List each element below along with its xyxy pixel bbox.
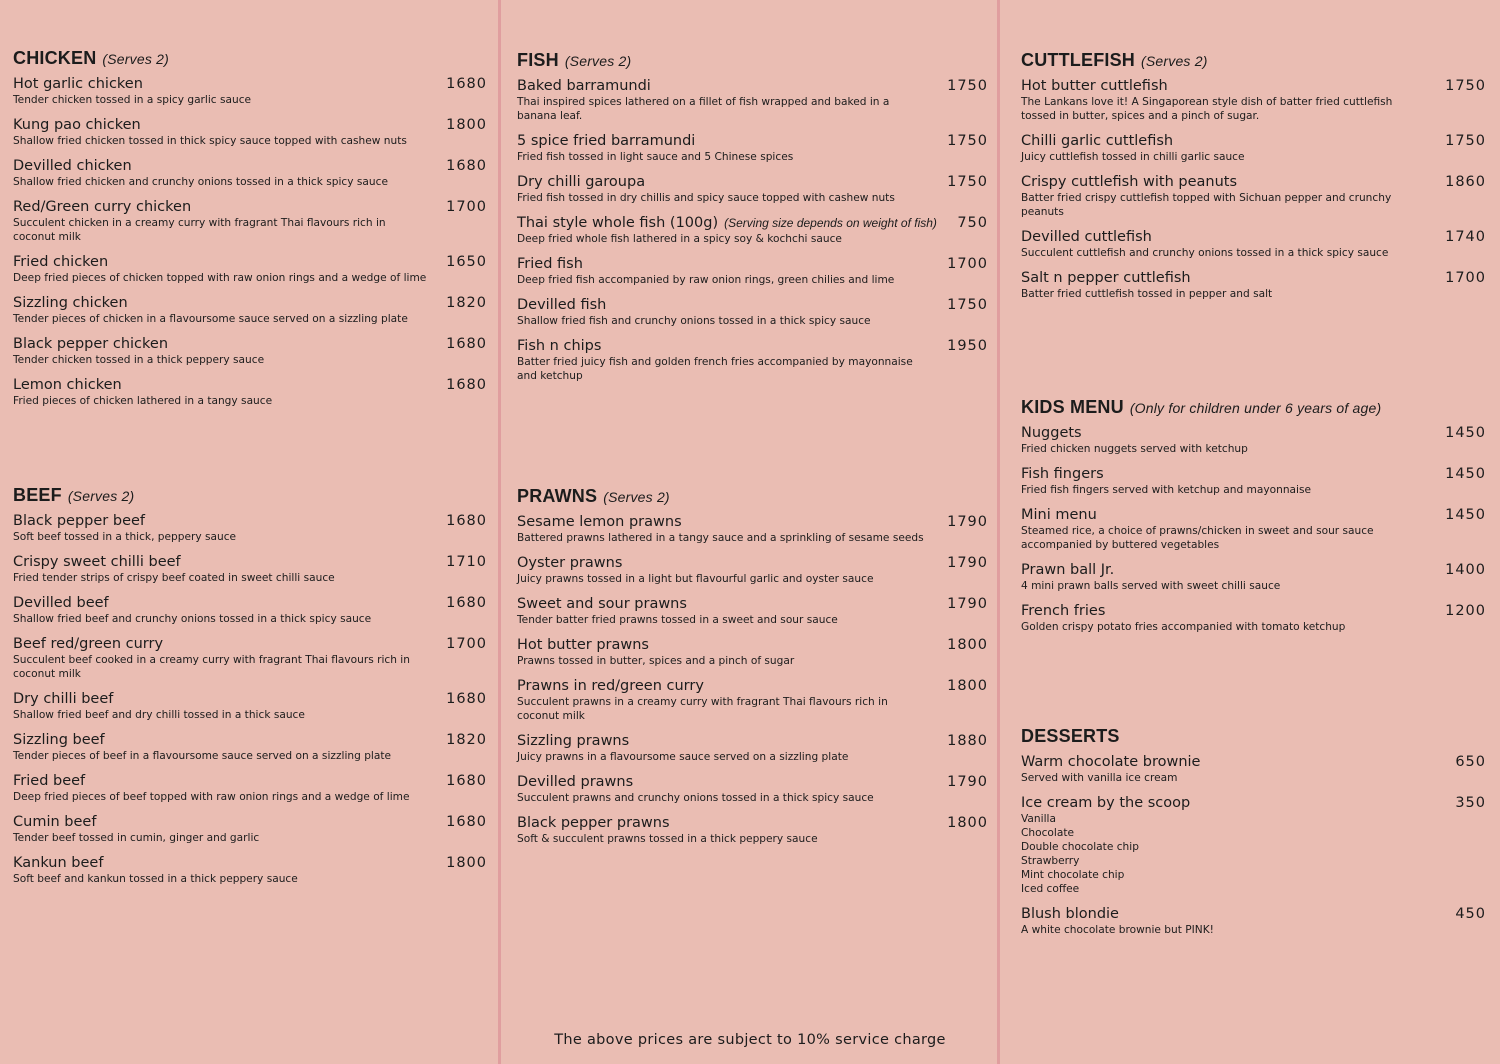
menu-item-name: Devilled chicken (13, 158, 132, 174)
menu-item-name-row (517, 595, 932, 613)
menu-item-name: Chilli garlic cuttlefish (1021, 133, 1174, 149)
menu-item-name: Fried fish (517, 256, 583, 272)
menu-item-price: 1700 (1445, 270, 1486, 286)
menu-item-price: 1680 (446, 76, 487, 92)
menu-item (13, 198, 487, 244)
menu-item-name-row (517, 732, 932, 750)
menu-item-name-row (1021, 561, 1430, 579)
menu-item-name: Hot butter prawns (517, 637, 649, 653)
menu-item-price: 1860 (1445, 174, 1486, 190)
menu-item-description: Fried fish tossed in dry chillis and spicy sauce topped with cashew nuts (517, 192, 895, 204)
menu-item-name: Fried beef (13, 773, 86, 789)
menu-item (1021, 602, 1486, 634)
menu-item-price: 450 (1455, 906, 1486, 922)
menu-item-description: Tender beef tossed in cumin, ginger and garlic (13, 832, 260, 844)
menu-item-description: Steamed rice, a choice of prawns/chicken in sweet and sour sauce accompanied by buttered vegetables (1021, 525, 1374, 551)
menu-item-description: Batter fried crispy cuttlefish topped with Sichuan pepper and crunchy peanuts (1021, 192, 1392, 218)
menu-item-price: 1750 (947, 78, 988, 94)
menu-item-price: 1650 (446, 254, 487, 270)
menu-item (13, 335, 487, 367)
menu-item-name: Prawns in red/green curry (517, 678, 704, 694)
menu-item-description: Tender chicken tossed in a thick peppery sauce (13, 354, 265, 366)
menu-item (13, 294, 487, 326)
menu-item-description: Tender pieces of beef in a flavoursome sauce served on a sizzling plate (13, 750, 392, 762)
menu-item-description: 4 mini prawn balls served with sweet chilli sauce (1021, 580, 1281, 592)
column-divider-right (997, 0, 1000, 1064)
menu-item-price: 1950 (947, 338, 988, 354)
menu-item-name-row (13, 772, 431, 790)
menu-item-description: Succulent chicken in a creamy curry with fragrant Thai flavours rich in coconut milk (13, 217, 386, 243)
menu-item (13, 75, 487, 107)
menu-item-name: Oyster prawns (517, 555, 623, 571)
menu-item-price: 1800 (446, 117, 487, 133)
menu-item (517, 554, 988, 586)
section-title (1021, 50, 1486, 71)
menu-item-price: 1200 (1445, 603, 1486, 619)
menu-column-2 (517, 0, 988, 1064)
menu-item-name: Sizzling beef (13, 732, 105, 748)
menu-item-name-row (13, 690, 431, 708)
menu-item-name-row (1021, 77, 1430, 95)
menu-item (1021, 424, 1486, 456)
menu-item-price: 1750 (1445, 78, 1486, 94)
menu-item-name: Sizzling chicken (13, 295, 128, 311)
menu-item (517, 677, 988, 723)
menu-item-name-row (1021, 753, 1430, 771)
menu-item-name: Red/Green curry chicken (13, 199, 192, 215)
menu-item-description: Batter fried cuttlefish tossed in pepper and salt (1021, 288, 1273, 300)
menu-item-description: Succulent cuttlefish and crunchy onions tossed in a thick spicy sauce (1021, 247, 1389, 259)
menu-item-name: Sweet and sour prawns (517, 596, 687, 612)
menu-item-name-row (517, 337, 932, 355)
menu-item-price: 1740 (1445, 229, 1486, 245)
menu-item-description: Tender pieces of chicken in a flavoursome sauce served on a sizzling plate (13, 313, 408, 325)
menu-item-name-row (13, 294, 431, 312)
menu-item-name: Thai style whole fish (100g) (517, 215, 719, 231)
menu-item-price: 1680 (446, 773, 487, 789)
menu-column-3 (1021, 0, 1486, 1064)
menu-item-name-row (1021, 424, 1430, 442)
menu-item-price: 1800 (947, 815, 988, 831)
section-prawns (517, 486, 988, 855)
menu-item-description: Soft beef and kankun tossed in a thick peppery sauce (13, 873, 298, 885)
menu-item-name: Kankun beef (13, 855, 104, 871)
section-title (13, 485, 487, 506)
section-title-text: DESSERTS (1021, 726, 1120, 746)
menu-item-name: Fish fingers (1021, 466, 1104, 482)
menu-item-name: Sesame lemon prawns (517, 514, 682, 530)
menu-item-name: Fish n chips (517, 338, 602, 354)
menu-item-price: 650 (1455, 754, 1486, 770)
menu-item (13, 731, 487, 763)
menu-item-name-row (1021, 905, 1430, 923)
menu-item-name: Crispy cuttlefish with peanuts (1021, 174, 1238, 190)
menu-item-name-row (1021, 269, 1430, 287)
menu-item-description: Deep fried whole fish lathered in a spicy soy & kochchi sauce (517, 233, 842, 245)
section-serving-note: (Serves 2) (1141, 53, 1208, 69)
menu-item-name: Dry chilli garoupa (517, 174, 646, 190)
menu-item (1021, 269, 1486, 301)
menu-item (517, 337, 988, 383)
menu-item (13, 813, 487, 845)
menu-item-price: 1800 (446, 855, 487, 871)
section-serving-note: (Serves 2) (102, 51, 169, 67)
menu-item-name-row (13, 635, 431, 653)
menu-item-name: Baked barramundi (517, 78, 651, 94)
menu-item-name-row (13, 198, 431, 216)
menu-item-name-row (517, 173, 932, 191)
menu-item-price: 750 (957, 215, 988, 231)
menu-item (1021, 753, 1486, 785)
menu-item-name-row (517, 773, 932, 791)
menu-item-name: Black pepper prawns (517, 815, 670, 831)
menu-item-name: Hot butter cuttlefish (1021, 78, 1168, 94)
menu-item-name-row (13, 157, 431, 175)
section-title (1021, 397, 1486, 418)
menu-item-name-row (517, 513, 932, 531)
menu-item (13, 253, 487, 285)
menu-item-name: Devilled cuttlefish (1021, 229, 1152, 245)
menu-item-name: Nuggets (1021, 425, 1082, 441)
menu-item-name-row (13, 553, 431, 571)
menu-item-description: Succulent beef cooked in a creamy curry with fragrant Thai flavours rich in coconut milk (13, 654, 410, 680)
menu-item-description: Deep fried fish accompanied by raw onion rings, green chilies and lime (517, 274, 895, 286)
menu-column-1 (13, 0, 487, 1064)
menu-item-description: Juicy prawns in a flavoursome sauce served on a sizzling plate (517, 751, 849, 763)
section-serving-note: (Serves 2) (67, 488, 135, 504)
menu-item-price: 1790 (947, 774, 988, 790)
menu-item-name-row (13, 512, 431, 530)
menu-item (1021, 506, 1486, 552)
section-title-text: FISH (517, 50, 559, 70)
menu-item (1021, 905, 1486, 937)
menu-item (1021, 173, 1486, 219)
ice-cream-flavour: Double chocolate chip (1021, 841, 1139, 853)
section-kids (1021, 397, 1486, 643)
menu-item-description: Prawns tossed in butter, spices and a pinch of sugar (517, 655, 795, 667)
menu-item-price: 1790 (947, 514, 988, 530)
menu-item-price: 1790 (947, 596, 988, 612)
section-beef (13, 485, 487, 895)
menu-item-description: Shallow fried chicken and crunchy onions tossed in a thick spicy sauce (13, 176, 388, 188)
section-fish (517, 50, 988, 392)
menu-item-price: 1820 (446, 732, 487, 748)
menu-item-name: Salt n pepper cuttlefish (1021, 270, 1191, 286)
menu-item-name-row (1021, 602, 1430, 620)
menu-item-price: 1680 (446, 158, 487, 174)
menu-item-description: Deep fried pieces of beef topped with raw onion rings and a wedge of lime (13, 791, 410, 803)
menu-item-name: Black pepper chicken (13, 336, 169, 352)
menu-item (13, 376, 487, 408)
menu-item-name-row (517, 77, 932, 95)
menu-item-description: Golden crispy potato fries accompanied with tomato ketchup (1021, 621, 1346, 633)
menu-item (13, 116, 487, 148)
column-divider-left (498, 0, 501, 1064)
menu-item-name: French fries (1021, 603, 1106, 619)
menu-item-name-row (1021, 132, 1430, 150)
section-title-text: BEEF (13, 485, 62, 505)
menu-item-name-row (1021, 794, 1430, 812)
menu-item-name-row (1021, 506, 1430, 524)
menu-item (517, 214, 988, 246)
menu-item-price: 1750 (947, 174, 988, 190)
menu-item-price: 1750 (947, 297, 988, 313)
menu-item-price: 1700 (947, 256, 988, 272)
menu-item-price: 1680 (446, 814, 487, 830)
menu-item-name: Beef red/green curry (13, 636, 164, 652)
menu-item-description: Deep fried pieces of chicken topped with raw onion rings and a wedge of lime (13, 272, 427, 284)
menu-item-price: 1400 (1445, 562, 1486, 578)
ice-cream-flavour: Chocolate (1021, 827, 1075, 839)
menu-item-price: 1800 (947, 678, 988, 694)
menu-item-description: Batter fried juicy fish and golden french fries accompanied by mayonnaise and ketchup (517, 356, 913, 382)
menu-item-name: Prawn ball Jr. (1021, 562, 1115, 578)
menu-item (13, 854, 487, 886)
menu-item-name: Crispy sweet chilli beef (13, 554, 181, 570)
menu-item-description: Shallow fried beef and dry chilli tossed in a thick sauce (13, 709, 305, 721)
menu-item-description: Fried tender strips of crispy beef coated in sweet chilli sauce (13, 572, 335, 584)
menu-item-name-row (1021, 173, 1430, 191)
menu-item-price: 1700 (446, 199, 487, 215)
menu-item (1021, 228, 1486, 260)
menu-item (1021, 132, 1486, 164)
menu-item-price: 1790 (947, 555, 988, 571)
menu-item (517, 77, 988, 123)
menu-item (517, 814, 988, 846)
menu-item-name-row (13, 594, 431, 612)
menu-item-description: Shallow fried chicken tossed in thick spicy sauce topped with cashew nuts (13, 135, 407, 147)
menu-item-description: Battered prawns lathered in a tangy sauce and a sprinkling of sesame seeds (517, 532, 924, 544)
menu-item (13, 690, 487, 722)
menu-item-description: Succulent prawns and crunchy onions tossed in a thick spicy sauce (517, 792, 874, 804)
menu-item-name-row (517, 132, 932, 150)
menu-item-name: Devilled fish (517, 297, 607, 313)
menu-item-price: 1680 (446, 595, 487, 611)
menu-item (517, 513, 988, 545)
menu-item-price: 1680 (446, 691, 487, 707)
section-serving-note: (Only for children under 6 years of age) (1129, 400, 1382, 416)
menu-item (13, 512, 487, 544)
menu-item-name-row (517, 554, 932, 572)
menu-item-name: Black pepper beef (13, 513, 146, 529)
menu-item-name-row (517, 677, 932, 695)
menu-item-name: Mini menu (1021, 507, 1097, 523)
menu-item-name-row (13, 253, 431, 271)
menu-item (1021, 465, 1486, 497)
menu-item-name-row (13, 335, 431, 353)
menu-item (1021, 794, 1486, 896)
section-title-text: CHICKEN (13, 48, 97, 68)
menu-item-description: Fried chicken nuggets served with ketchup (1021, 443, 1248, 455)
menu-item (13, 635, 487, 681)
menu-item-price: 1450 (1445, 466, 1486, 482)
menu-item-description: The Lankans love it! A Singaporean style dish of batter fried cuttlefish tossed in butter, spices and a pinch of sugar. (1021, 96, 1393, 122)
menu-item-name: Devilled prawns (517, 774, 634, 790)
section-desserts (1021, 726, 1486, 946)
menu-item-name-row (13, 376, 431, 394)
menu-item-price: 1750 (1445, 133, 1486, 149)
menu-item-description: Juicy cuttlefish tossed in chilli garlic sauce (1021, 151, 1245, 163)
section-serving-note: (Serves 2) (603, 489, 670, 505)
menu-item (517, 255, 988, 287)
menu-item-description: Tender chicken tossed in a spicy garlic sauce (13, 94, 252, 106)
section-serving-note: (Serves 2) (564, 53, 632, 69)
menu-item-price: 1680 (446, 377, 487, 393)
menu-item-name-row (13, 731, 431, 749)
menu-item (517, 132, 988, 164)
menu-item-name-row (517, 296, 932, 314)
service-charge-note: The above prices are subject to 10% service charge (554, 1032, 946, 1048)
menu-item-name: Lemon chicken (13, 377, 122, 393)
menu-item (517, 773, 988, 805)
menu-item (1021, 77, 1486, 123)
menu-item-name-row (1021, 465, 1430, 483)
section-chicken (13, 48, 487, 417)
menu-item (517, 296, 988, 328)
menu-item (13, 772, 487, 804)
menu-item-name: Fried chicken (13, 254, 109, 270)
menu-item-description: Served with vanilla ice cream (1021, 772, 1178, 784)
menu-item-description: Soft beef tossed in a thick, peppery sauce (13, 531, 237, 543)
section-title-text: KIDS MENU (1021, 397, 1124, 417)
menu-item-price: 1880 (947, 733, 988, 749)
menu-item-description: Soft & succulent prawns tossed in a thick peppery sauce (517, 833, 818, 845)
menu-item-name: Dry chilli beef (13, 691, 114, 707)
ice-cream-flavour: Mint chocolate chip (1021, 869, 1125, 881)
menu-item-name-row (517, 255, 932, 273)
menu-item-name: Cumin beef (13, 814, 97, 830)
section-title (1021, 726, 1486, 747)
menu-item-description: A white chocolate brownie but PINK! (1021, 924, 1214, 936)
menu-item (13, 157, 487, 189)
menu-item-name-row (517, 636, 932, 654)
menu-item-price: 1700 (446, 636, 487, 652)
menu-item-description: Fried pieces of chicken lathered in a tangy sauce (13, 395, 273, 407)
menu-item-name-row (517, 814, 932, 832)
menu-item-price: 1820 (446, 295, 487, 311)
menu-item-name: Blush blondie (1021, 906, 1119, 922)
menu-item-name: Ice cream by the scoop (1021, 795, 1191, 811)
menu-item (517, 595, 988, 627)
menu-item-description: Succulent prawns in a creamy curry with fragrant Thai flavours rich in coconut milk (517, 696, 888, 722)
menu-item-description: Shallow fried fish and crunchy onions tossed in a thick spicy sauce (517, 315, 871, 327)
menu-item-name: Devilled beef (13, 595, 109, 611)
menu-item-name: 5 spice fried barramundi (517, 133, 696, 149)
section-title-text: PRAWNS (517, 486, 598, 506)
menu-item-price: 1710 (446, 554, 487, 570)
menu-item-price: 1750 (947, 133, 988, 149)
menu-item-price: 1680 (446, 513, 487, 529)
menu-item-description: Tender batter fried prawns tossed in a sweet and sour sauce (517, 614, 838, 626)
menu-item-price: 350 (1455, 795, 1486, 811)
menu-item-description: Shallow fried beef and crunchy onions tossed in a thick spicy sauce (13, 613, 372, 625)
menu-item-price: 1680 (446, 336, 487, 352)
menu-item-name-row (13, 813, 431, 831)
menu-item-name: Sizzling prawns (517, 733, 630, 749)
menu-item (13, 594, 487, 626)
menu-item (13, 553, 487, 585)
menu-item-name-row (517, 214, 937, 232)
section-title (517, 50, 988, 71)
ice-cream-flavour: Vanilla (1021, 813, 1056, 825)
menu-item-description: Fried fish fingers served with ketchup and mayonnaise (1021, 484, 1312, 496)
menu-item-description: Thai inspired spices lathered on a fillet of fish wrapped and baked in a banana leaf. (517, 96, 890, 122)
section-title (517, 486, 988, 507)
section-title-text: CUTTLEFISH (1021, 50, 1135, 70)
menu-item-description: Juicy prawns tossed in a light but flavourful garlic and oyster sauce (517, 573, 874, 585)
menu-item (517, 732, 988, 764)
menu-item (1021, 561, 1486, 593)
menu-item-name-row (1021, 228, 1430, 246)
menu-item-name-row (13, 75, 431, 93)
menu-item-name-row (13, 116, 431, 134)
ice-cream-flavour: Iced coffee (1021, 883, 1080, 895)
menu-item-price: 1800 (947, 637, 988, 653)
section-title (13, 48, 487, 69)
menu-item (517, 173, 988, 205)
menu-item-price: 1450 (1445, 507, 1486, 523)
ice-cream-flavour: Strawberry (1021, 855, 1080, 867)
section-cuttlefish (1021, 50, 1486, 310)
menu-item-price: 1450 (1445, 425, 1486, 441)
menu-item-name-row (13, 854, 431, 872)
menu-item-name: Hot garlic chicken (13, 76, 143, 92)
menu-item-name: Kung pao chicken (13, 117, 141, 133)
menu-item-name: Warm chocolate brownie (1021, 754, 1201, 770)
menu-item-description: Fried fish tossed in light sauce and 5 Chinese spices (517, 151, 794, 163)
menu-item-note: (Serving size depends on weight of fish) (724, 216, 937, 230)
menu-item (517, 636, 988, 668)
